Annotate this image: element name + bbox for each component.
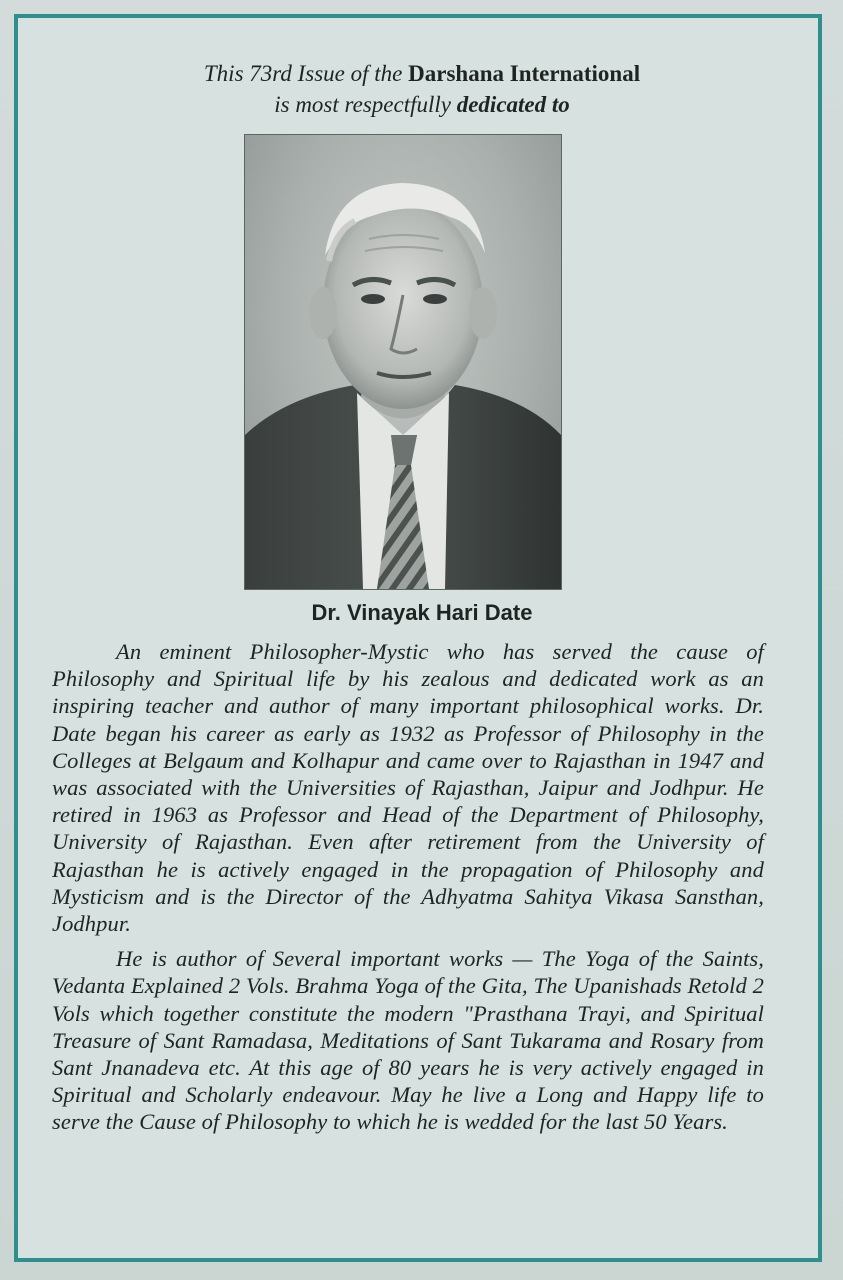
biography-paragraph-2: He is author of Several important works — The Yoga of the Saints, Vedanta Explained 2 Vols. Brahma Yoga of the Gita, The Upanishads Retold 2 Vols which together constitute the modern "Prasthana Trayi, and Spiritual Treasure of Sant Ramadasa, Meditations of Sant Tukarama and Rosary from Sant Jnanadeva etc. At this age of 80 years he is very actively engaged in Spiritual and Scholarly endeavour. May he live a Long and Happy life to serve the Cause of Philosophy to which he is wedded for the last 50 Years. [52,946,764,1135]
biography-paragraph-1: An eminent Philosopher-Mystic who has served the cause of Philosophy and Spiritual life by his zealous and dedicated work as an inspiring teacher and author of many important philosophical works. Dr. Date began his career as early as 1932 as Professor of Philosophy in the Colleges at Belgaum and Kolhapur and came over to Rajasthan in 1947 and was associated with the Universities of Rajasthan, Jaipur and Jodhpur. He retired in 1963 as Professor and Head of the Department of Philosophy, University of Rajasthan. Even after retirement from the University of Rajasthan he is actively engaged in the propagation of Philosophy and Mysticism and is the Director of the Adhyatma Sahitya Vikasa Sansthan, Jodhpur. [52,639,764,937]
dedication-line-1-prefix: This 73rd Issue of the [203,61,403,86]
dedication-header [18,58,826,120]
biography-text [52,638,764,1144]
dedication-line-2 [18,89,826,120]
honoree-name: Dr. Vinayak Hari Date [311,600,533,625]
dedication-line-1 [18,58,826,89]
portrait-photo [244,134,562,590]
dedication-line-2-prefix: is most respectfully [274,92,451,117]
dedication-card [14,14,822,1262]
dedication-line-2-suffix: dedicated to [456,92,570,117]
portrait-illustration [245,135,561,589]
journal-name: Darshana International [408,61,641,86]
